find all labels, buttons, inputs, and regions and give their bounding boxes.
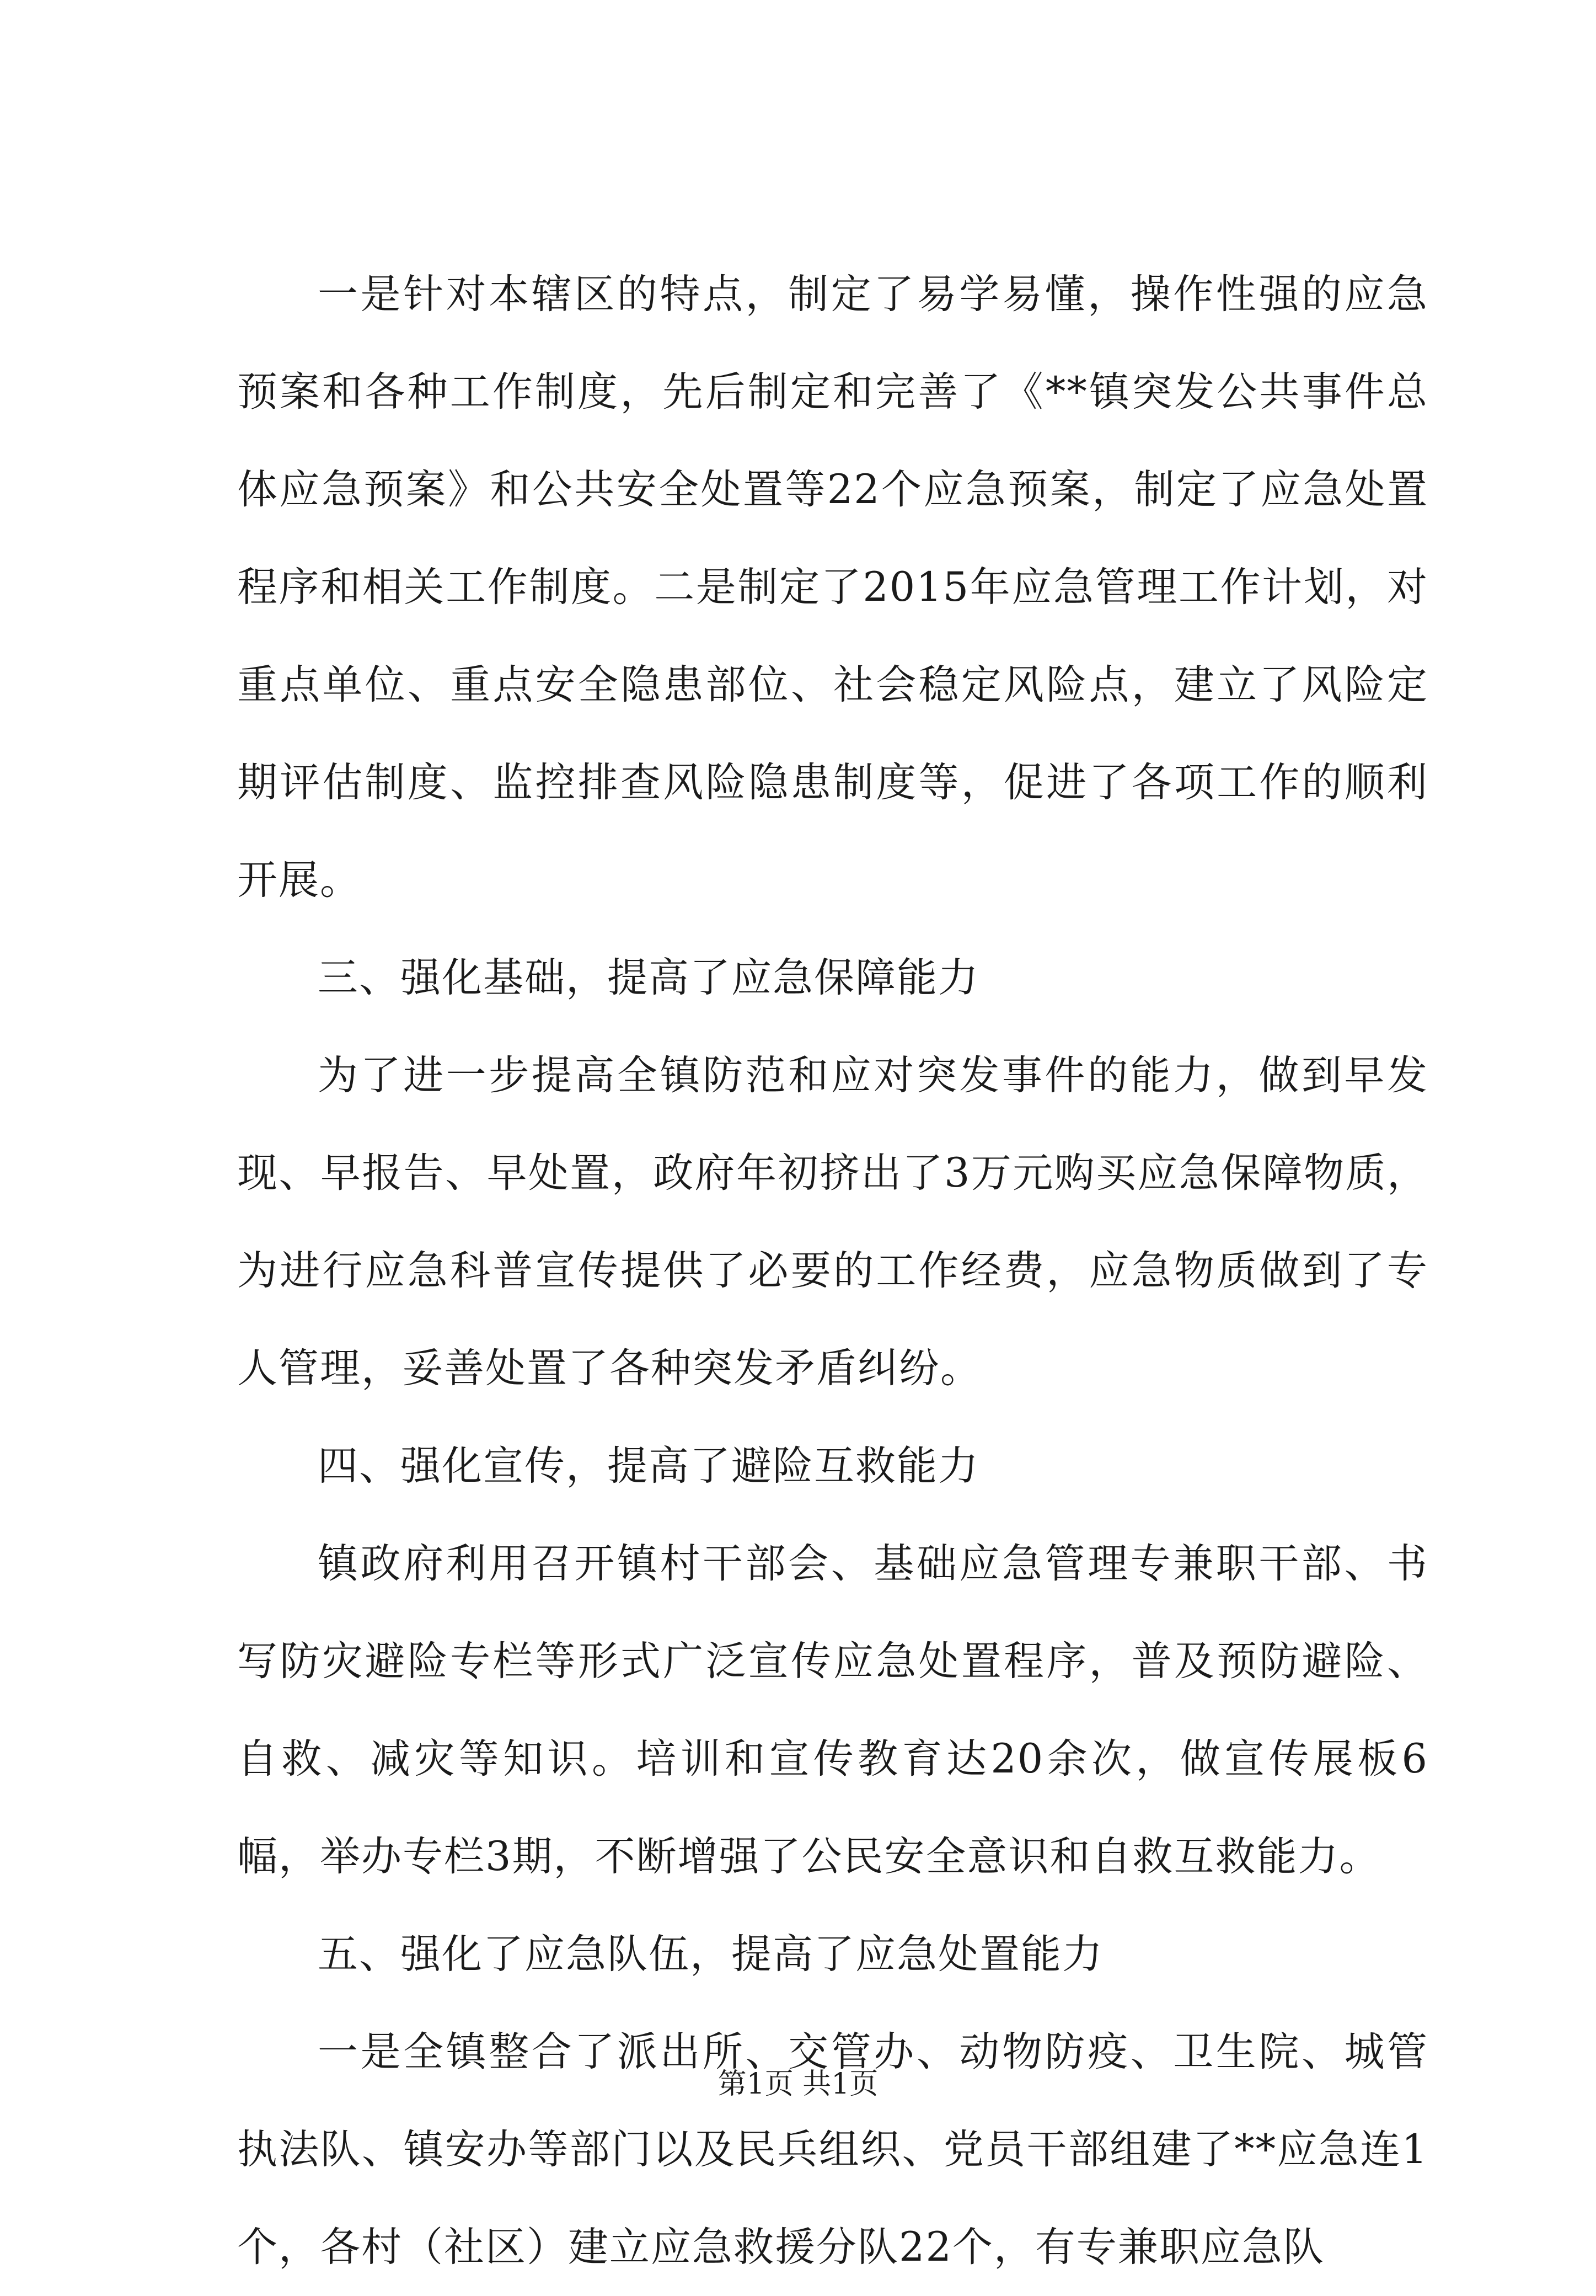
paragraph-plans: 一是针对本辖区的特点，制定了易学易懂，操作性强的应急预案和各种工作制度，先后制定和完善了《**镇突发公共事件总体应急预案》和公共安全处置等22个应急预案，制定了应急处置程序和相关工作制度。二是制定了2015年应急管理工作计划，对重点单位、重点安全隐患部位、社会稳定风险点，建立了风险定期评估制度、监控排查风险隐患制度等，促进了各项工作的顺利开展。 [237, 271, 1428, 904]
paragraph-teams: 一是全镇整合了派出所、交管办、动物防疫、卫生院、城管执法队、镇安办等部门以及民兵组织、党员干部组建了**应急连1个，各村（社区）建立应急救援分队22个，有专兼职应急队 [237, 2028, 1428, 2271]
paragraph-support: 为了进一步提高全镇防范和应对突发事件的能力，做到早发现、早报告、早处置，政府年初挤出了3万元购买应急保障物质，为进行应急科普宣传提供了必要的工作经费，应急物质做到了专人管理，妥善处置了各种突发矛盾纠纷。 [237, 1052, 1428, 1392]
paragraph-publicity: 镇政府利用召开镇村干部会、基础应急管理专兼职干部、书写防灾避险专栏等形式广泛宣传应急处置程序，普及预防避险、自救、减灾等知识。培训和宣传教育达20余次，做宣传展板6幅，举办专栏3期，不断增强了公民安全意识和自救互救能力。 [237, 1540, 1428, 1880]
page-number: 第1页 共1页 [717, 2068, 879, 2101]
section-heading-4: 四、强化宣传，提高了避险互救能力 [318, 1443, 979, 1489]
section-heading-5: 五、强化了应急队伍，提高了应急处置能力 [318, 1931, 1104, 1978]
document-body [237, 245, 1428, 2296]
section-heading-3: 三、强化基础，提高了应急保障能力 [318, 954, 979, 1001]
page-footer [0, 2060, 1596, 2102]
